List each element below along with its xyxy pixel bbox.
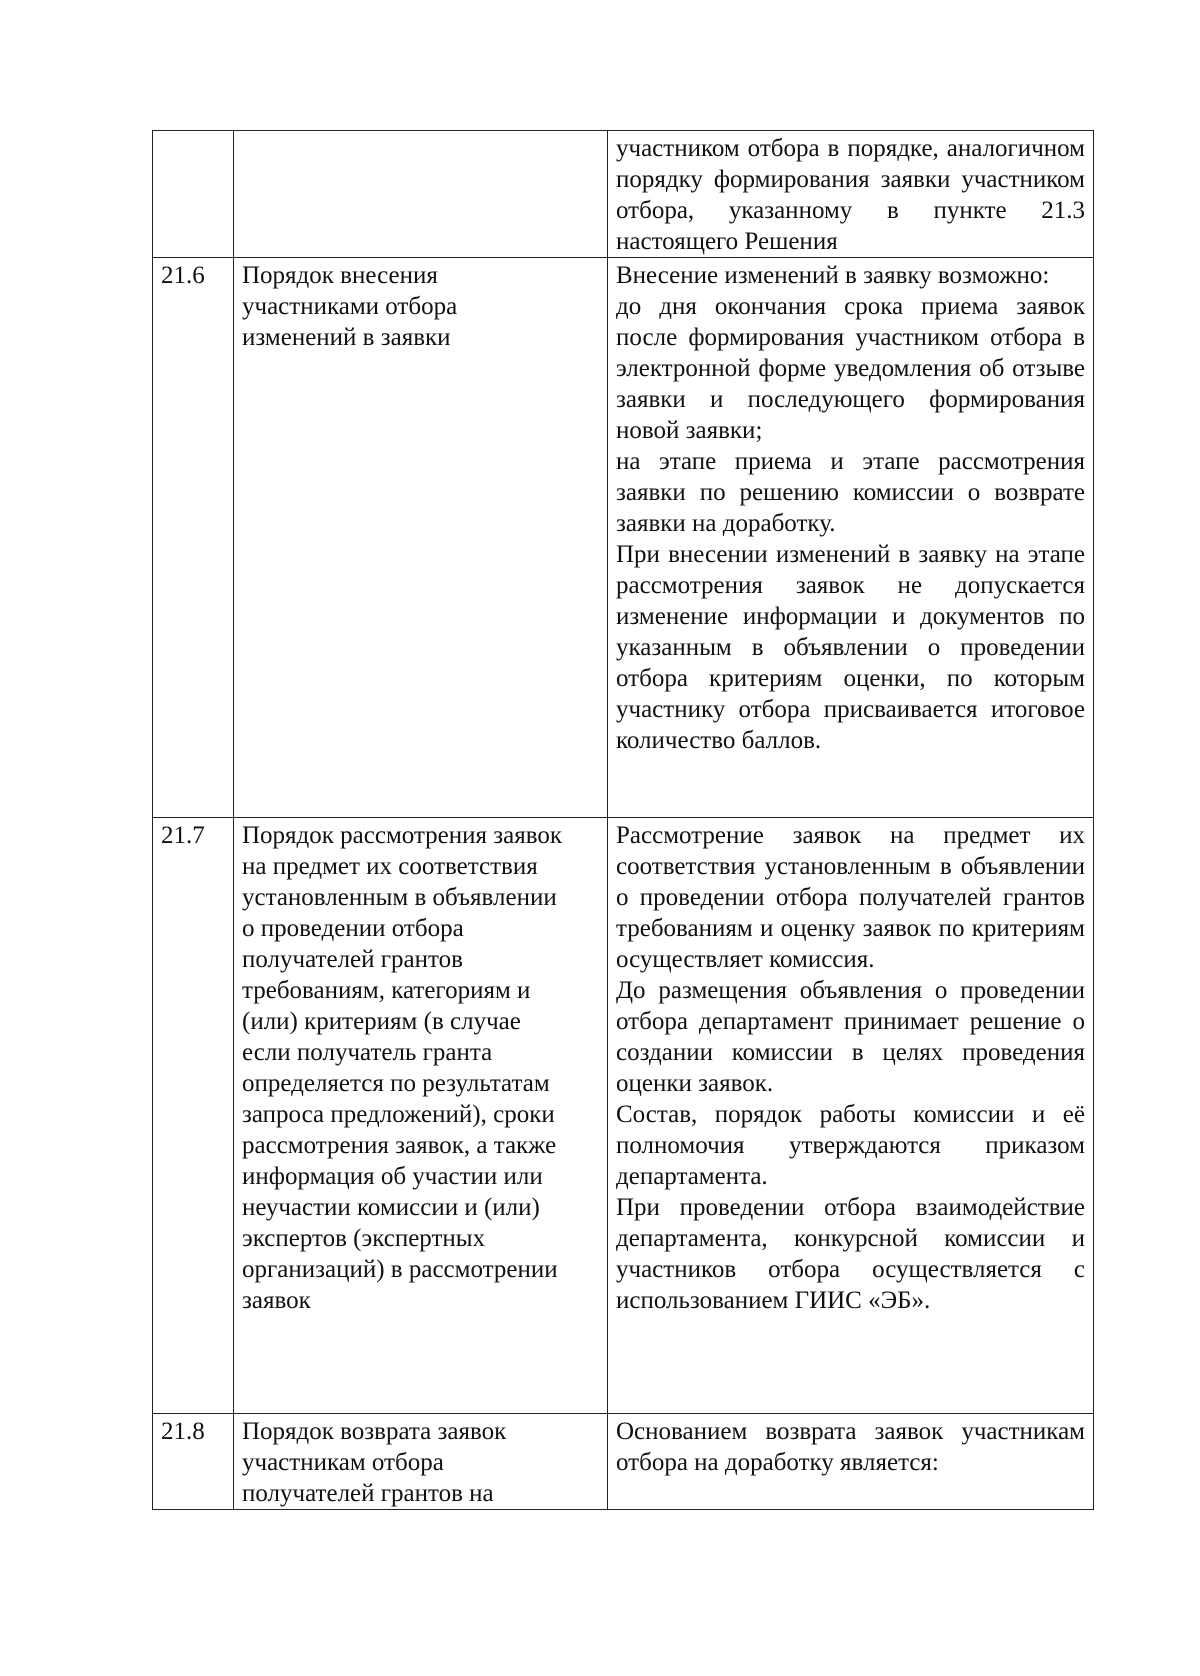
row-description-cell <box>608 131 1094 258</box>
name-line: установленным в объявлении <box>242 884 557 911</box>
name-line: изменений в заявки <box>242 324 451 351</box>
name-line: определяется по результатам <box>242 1070 550 1097</box>
name-line: на предмет их соответствия <box>242 853 538 880</box>
name-line: неучастии комиссии и (или) <box>242 1194 540 1221</box>
row-name-cell <box>234 131 608 258</box>
name-line: участниками отбора <box>242 293 458 320</box>
description-paragraph: При внесении изменений в заявку на этапе рассмотрения заявок не допускается изменение информации и документов по указанным в объявлении о проведении отбора критериям оценки, по которым участнику отбора присваивается итоговое количество баллов. <box>616 541 1085 754</box>
row-name-cell <box>234 1414 608 1510</box>
name-line: получателей грантов <box>242 946 463 973</box>
description-paragraph: При проведении отбора взаимодействие департамента, конкурсной комиссии и участников отбора осуществляется с использованием ГИИС «ЭБ». <box>616 1194 1085 1314</box>
name-line: Порядок внесения <box>242 262 438 289</box>
row-number <box>153 131 234 258</box>
row-description-cell <box>608 258 1094 818</box>
table-row <box>153 131 1094 258</box>
table-row <box>153 1414 1094 1510</box>
name-line: заявок <box>242 1287 311 1314</box>
name-line: запроса предложений), сроки <box>242 1101 555 1128</box>
row-number: 21.7 <box>153 818 234 1414</box>
description-paragraph: участником отбора в порядке, аналогичном порядку формирования заявки участником отбора, указанному в пункте 21.3 настоящего Решения <box>616 135 1085 255</box>
table-row <box>153 818 1094 1414</box>
name-line: требованиям, категориям и <box>242 977 531 1004</box>
row-number: 21.8 <box>153 1414 234 1510</box>
row-description-cell <box>608 1414 1094 1510</box>
description-paragraph: на этапе приема и этапе рассмотрения заявки по решению комиссии о возврате заявки на доработку. <box>616 448 1085 537</box>
name-line: информация об участии или <box>242 1163 543 1190</box>
name-line: если получатель гранта <box>242 1039 493 1066</box>
table-row <box>153 258 1094 818</box>
regulation-table <box>152 130 1094 1510</box>
description-paragraph: Рассмотрение заявок на предмет их соответствия установленным в объявлении о проведении отбора получателей грантов требованиям и оценку заявок по критериям осуществляет комиссия. <box>616 822 1085 973</box>
description-paragraph: До размещения объявления о проведении отбора департамент принимает решение о создании комиссии в целях проведения оценки заявок. <box>616 977 1085 1097</box>
name-line: (или) критериям (в случае <box>242 1008 521 1035</box>
name-line: Порядок рассмотрения заявок <box>242 822 563 849</box>
name-line: Порядок возврата заявок <box>242 1418 507 1445</box>
description-paragraph: до дня окончания срока приема заявок после формирования участником отбора в электронной форме уведомления об отзыве заявки и последующего формирования новой заявки; <box>616 293 1085 444</box>
row-description-cell <box>608 818 1094 1414</box>
name-line: участникам отбора <box>242 1449 444 1476</box>
row-number: 21.6 <box>153 258 234 818</box>
description-paragraph: Состав, порядок работы комиссии и её полномочия утверждаются приказом департамента. <box>616 1101 1085 1190</box>
name-line: получателей грантов на <box>242 1480 494 1507</box>
description-paragraph: Внесение изменений в заявку возможно: <box>616 262 1050 289</box>
row-name-cell <box>234 818 608 1414</box>
row-name-cell <box>234 258 608 818</box>
name-line: о проведении отбора <box>242 915 464 942</box>
name-line: экспертов (экспертных <box>242 1225 486 1252</box>
description-paragraph: Основанием возврата заявок участникам отбора на доработку является: <box>616 1418 1085 1476</box>
name-line: организаций) в рассмотрении <box>242 1256 558 1283</box>
name-line: рассмотрения заявок, а также <box>242 1132 557 1159</box>
